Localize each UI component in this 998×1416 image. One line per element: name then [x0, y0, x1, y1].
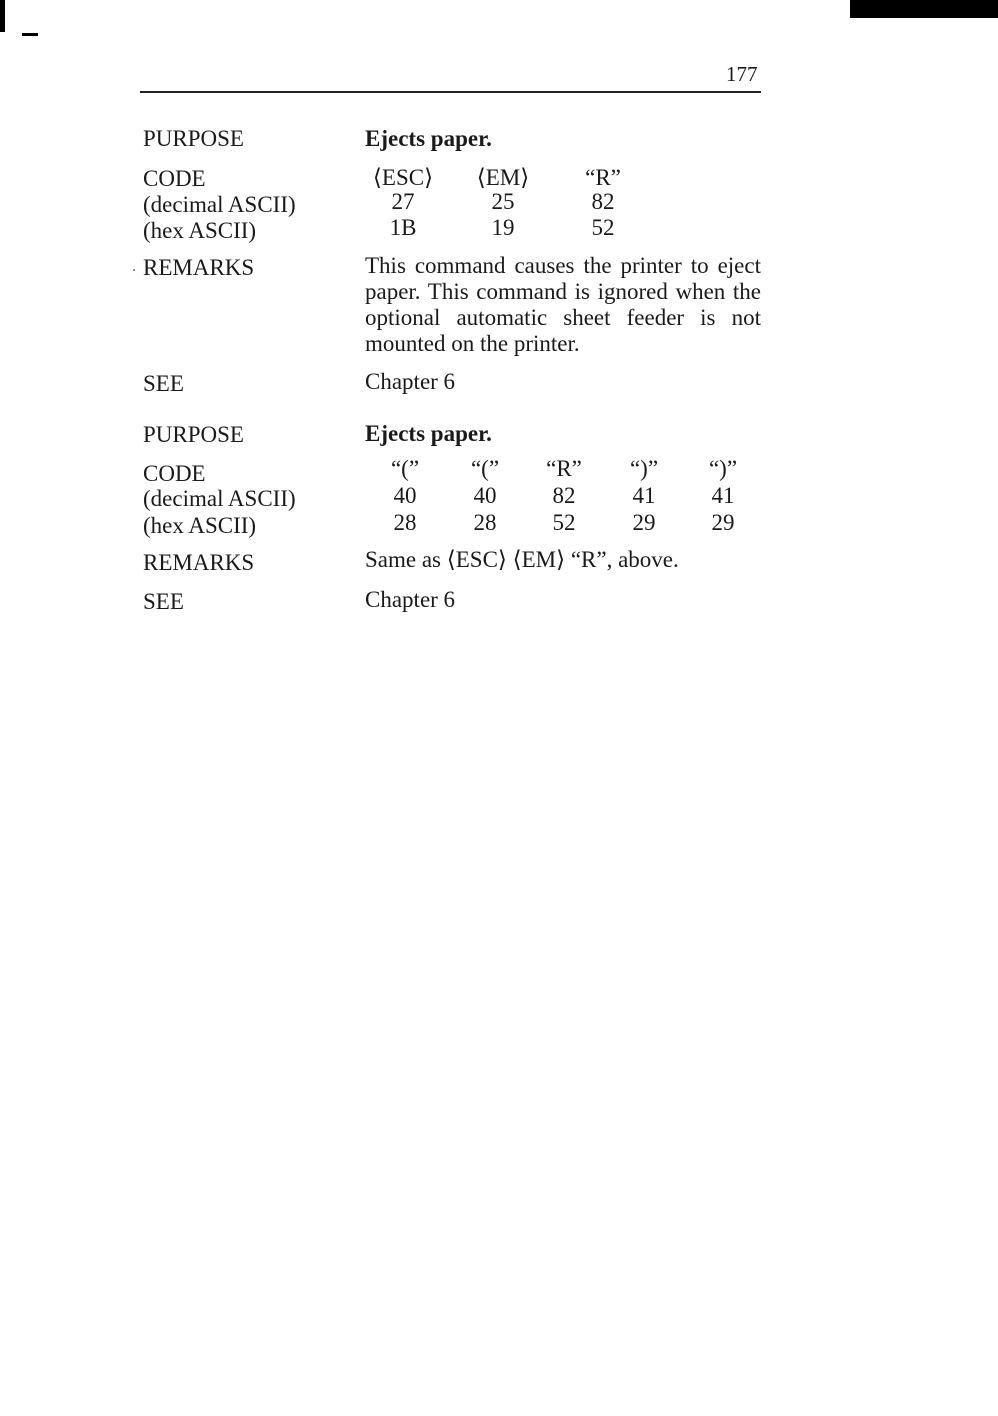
code-cell: “)”: [629, 456, 659, 481]
code-label: CODE: [143, 461, 206, 486]
decimal-label: (decimal ASCII): [143, 192, 296, 217]
code-cell: “R”: [585, 165, 621, 190]
decimal-cell: 82: [591, 189, 615, 214]
code-label: CODE: [143, 166, 206, 191]
code-cell: ⟨ESC⟩: [372, 165, 434, 190]
page-number: 177: [726, 62, 758, 86]
purpose-text: Ejects paper.: [365, 126, 492, 151]
code-cell: “(”: [390, 456, 420, 481]
hex-label: (hex ASCII): [143, 513, 257, 538]
scan-dash-mark: [22, 33, 38, 36]
decimal-cell: 41: [711, 483, 735, 508]
decimal-cell: 25: [491, 189, 515, 214]
decimal-cell: 82: [552, 483, 576, 508]
code-cell: “R”: [546, 456, 582, 481]
purpose-text: Ejects paper.: [365, 421, 492, 446]
hex-cell: 52: [591, 215, 615, 240]
scan-corner-block: [850, 0, 998, 18]
decimal-cell: 40: [473, 483, 497, 508]
remarks-label: REMARKS: [143, 255, 255, 280]
hex-cell: 29: [632, 510, 656, 535]
remarks-text: This command causes the printer to eject paper. This command is ignored when the optional automatic sheet feeder is not mounted on the printer.: [365, 253, 761, 356]
hex-cell: 19: [491, 215, 515, 240]
see-text: Chapter 6: [365, 369, 456, 394]
header-rule: [140, 91, 761, 93]
see-label: SEE: [143, 371, 184, 396]
see-text: Chapter 6: [365, 587, 456, 612]
decimal-cell: 40: [393, 483, 417, 508]
purpose-label: PURPOSE: [143, 422, 244, 447]
code-cell: “(”: [470, 456, 500, 481]
hex-cell: 52: [552, 510, 576, 535]
scan-edge-mark: [0, 0, 5, 32]
code-cell: ⟨EM⟩: [476, 165, 530, 190]
hex-label: (hex ASCII): [143, 218, 257, 243]
scan-speck: [133, 269, 135, 271]
purpose-label: PURPOSE: [143, 126, 244, 151]
remarks-label: REMARKS: [143, 550, 255, 575]
remarks-text: Same as ⟨ESC⟩ ⟨EM⟩ “R”, above.: [365, 547, 679, 572]
decimal-cell: 27: [391, 189, 415, 214]
hex-cell: 28: [393, 510, 417, 535]
decimal-cell: 41: [632, 483, 656, 508]
hex-cell: 29: [711, 510, 735, 535]
hex-cell: 28: [473, 510, 497, 535]
decimal-label: (decimal ASCII): [143, 486, 296, 511]
code-cell: “)”: [708, 456, 738, 481]
see-label: SEE: [143, 589, 184, 614]
hex-cell: 1B: [389, 215, 417, 240]
